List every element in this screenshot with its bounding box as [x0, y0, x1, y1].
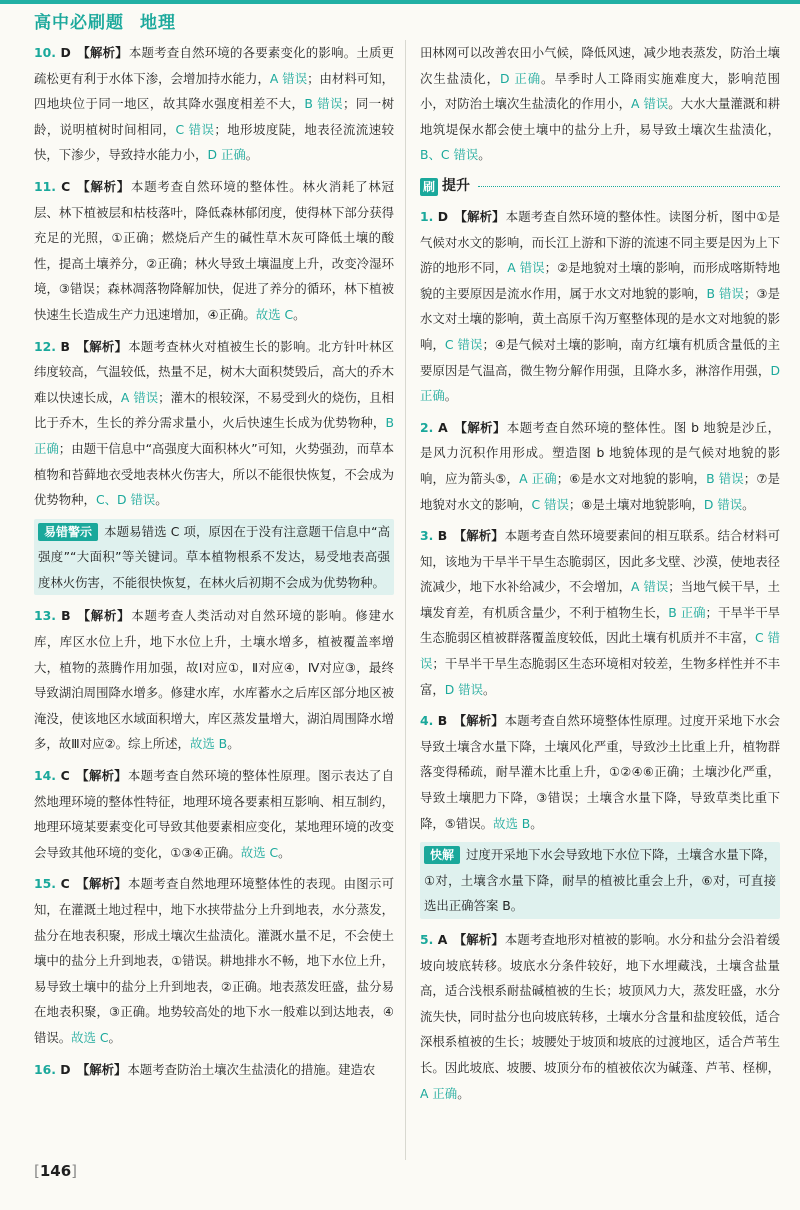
answer-letter: A	[437, 932, 452, 947]
explanation-text: ；当地气候干旱，土壤发育差，有机质含量少，不利于植物生长，	[420, 579, 780, 620]
answer-item	[420, 523, 780, 702]
verdict-text: B 正确	[668, 604, 706, 620]
verdict-text: A 错误	[507, 260, 545, 276]
explanation-text: 田林网可以改善农田小气候，降低风速，减少地表蒸发，防治土壤次生盐渍化，	[420, 45, 780, 86]
answer-letter: B	[437, 713, 452, 729]
verdict-text: B、C 错误	[420, 147, 479, 163]
verdict-text: C 错误	[175, 121, 215, 137]
explanation-text: 。	[483, 681, 496, 697]
analysis-tag: 【解析】	[77, 45, 128, 60]
verdict-text: C 错误	[420, 630, 780, 672]
explanation-text: ；干旱半干旱生态脆弱区生态环境相对较差，生物多样性并不丰富，	[420, 656, 781, 697]
verdict-text: C 错误	[531, 496, 569, 512]
page-number: [146]	[34, 1162, 78, 1180]
explanation-text: 本题考查自然环境的整体性原理。图示表达了自然地理环境的整体性特征，地理环境各要素相互影响、相互制约，地理环境某要素变化可导致其他要素相应变化，某地理环境的改变会导致其他环境的变化，①③④正确。	[34, 768, 395, 860]
answer-letter: D	[437, 208, 453, 224]
tip-text: 本题易错选 C 项，原因在于没有注意题干信息中“高强度”“大面积”等关键词。草本植物根系不发达，易受地表高强度林火伤害，不能很快恢复，在林火后初期不会成为优势物种。	[38, 523, 390, 590]
verdict-text: D 正确	[499, 70, 542, 86]
analysis-tag: 【解析】	[76, 1061, 127, 1077]
section-title: 提升	[442, 178, 471, 195]
explanation-text: 本题考查林火对植被生长的影响。北方针叶林区纬度较高，气温较低，热量不足，树木大面积焚毁后，高大的乔木难以快速长成，	[34, 338, 395, 405]
answer-letter: C	[60, 768, 75, 784]
verdict-text: A 正确	[420, 1085, 458, 1101]
analysis-tag: 【解析】	[454, 208, 505, 224]
answer-item	[34, 763, 394, 865]
explanation-text: 本题考查人类活动对自然环境的影响。修建水库，库区水位上升，地下水位上升，土壤水增多，植被覆盖率增大，植物的蒸腾作用加强，故Ⅰ对应①，Ⅱ对应④，Ⅳ对应③，最终导致湖泊周围降水增多。修建水库，水库蓄水之后库区部分地区被淹没，使该地区水域面积增大，库区蒸发量增大，湖泊周围降水增多，故Ⅲ对应②。综上所述，	[34, 608, 395, 752]
verdict-text: B 错误	[706, 285, 744, 301]
analysis-tag: 【解析】	[77, 178, 131, 194]
explanation-text: 本题考查自然环境整体性原理。过度开采地下水会导致土壤含水量下降，土壤风化严重，导致沙土比重上升，植物群落变得稀疏，耐旱灌木比重上升，①②④⑥正确；土壤沙化严重，导致土壤肥力下降，③错误；土壤含水量下降，导致草类比重下降，⑤错误。	[420, 713, 781, 831]
analysis-tag: 【解析】	[453, 528, 504, 544]
question-number: 15.	[34, 876, 61, 892]
verdict-text: A 正确	[519, 470, 557, 486]
explanation-text: 本题考查自然环境的整体性。图 b 地貌是沙丘，是风力沉积作用形成。塑造图 b 地貌体现的是气候对地貌的影响，应为箭头⑤，	[420, 419, 780, 486]
question-number: 2.	[420, 419, 439, 435]
answer-item	[34, 871, 394, 1050]
explanation-text: 。	[293, 306, 306, 322]
verdict-text: A 错误	[631, 579, 669, 595]
question-number: 5.	[420, 932, 438, 947]
answer-item	[34, 1057, 394, 1083]
verdict-text: B 错误	[706, 470, 744, 486]
verdict-text: A 错误	[631, 96, 669, 112]
tip-text: 过度开采地下水会导致地下水位下降，土壤含水量下降，①对，土壤含水量下降，耐旱的植被比重会上升，⑥对，可直接选出正确答案 B。	[424, 847, 776, 914]
explanation-text: ；⑦是地貌对水文的影响，	[420, 470, 781, 512]
verdict-text: C、D 错误	[95, 492, 156, 508]
question-number: 10.	[34, 45, 61, 60]
section-rule	[478, 186, 780, 187]
section-badge: 刷	[420, 178, 438, 196]
explanation-text: ；由材料可知，四地块位于同一地区，故其降水强度相差不大，	[34, 70, 394, 112]
question-number: 13.	[34, 608, 62, 624]
explanation-text: 。	[444, 388, 458, 404]
explanation-text: 。	[108, 1029, 121, 1045]
verdict-text: A 错误	[269, 70, 308, 86]
verdict-text: 故选 C	[255, 306, 294, 322]
answer-item	[34, 334, 394, 513]
answer-item	[420, 927, 780, 1106]
tip-label: 易错警示	[38, 523, 98, 541]
explanation-text: ；地形坡度陡，地表径流流速较快，下渗少，导致持水能力小，	[34, 121, 395, 163]
question-number: 16.	[34, 1061, 61, 1077]
question-number: 11.	[34, 178, 62, 194]
explanation-text: 。	[478, 147, 491, 163]
explanation-text: ；④是气候对土壤的影响，南方红壤有机质含量低的主要原因是气温高，微生物分解作用强，且降水多，淋溶作用强，	[420, 336, 780, 378]
section-heading	[420, 174, 780, 200]
analysis-tag: 【解析】	[454, 419, 506, 435]
answer-letter: D	[60, 1061, 75, 1077]
column-divider	[405, 40, 406, 1160]
subject-title: 地理	[140, 13, 176, 33]
explanation-text: 。	[227, 736, 240, 752]
header-title	[34, 8, 176, 33]
question-number: 14.	[34, 768, 61, 784]
question-number: 12.	[34, 338, 61, 354]
answer-letter: B	[61, 608, 76, 624]
analysis-tag: 【解析】	[76, 338, 128, 354]
explanation-text: 。大水大量灌溉和耕地筑堤保水都会使土壤中的盐分上升，易导致土壤次生盐渍化，	[420, 96, 780, 137]
verdict-text: B 正确	[34, 415, 394, 456]
explanation-text: 本题考查地形对植被的影响。水分和盐分会沿着缓坡向坡底转移。坡底水分条件较好，地下水埋藏浅，土壤含盐量高，适合浅根系耐盐碱植被的生长；坡顶风力大，蒸发旺盛，水分流失快，同时盐分也向坡底转移，土壤水分含量和盐度较低，适合深根系植被的生长；坡腰处于坡顶和坡底的过渡地区，适合芦苇生长。因此坡底、坡腰、坡顶分布的植被依次为碱蓬、芦苇、柽柳，	[420, 932, 781, 1075]
tip-label: 快解	[424, 846, 460, 864]
analysis-tag: 【解析】	[77, 608, 131, 624]
answer-letter: A	[438, 419, 453, 435]
analysis-tag: 【解析】	[76, 876, 127, 892]
analysis-tag: 【解析】	[76, 768, 127, 784]
explanation-text: 本题考查自然环境的整体性。林火消耗了林冠层、林下植被层和枯枝落叶，降低森林郁闭度，使得林下部分获得充足的光照，①正确；燃烧后产生的碱性草木灰可降低土壤的酸性，提高土壤养分，②正确；林火导致土壤温度上升，改变冷湿环境，③错误；森林凋落物降解加快，促进了养分的循环，林下植被快速生长造成生产力迅速增加，④正确。	[34, 178, 395, 322]
question-number: 3.	[420, 528, 438, 544]
explanation-text: ；灌木的根较深，不易受到火的烧伤，且相比于乔木，生长的养分需求量小，火后快速生长成为优势物种，	[34, 389, 395, 431]
answer-letter: C	[60, 876, 75, 892]
explanation-text: ；由题干信息中“高强度大面积林火”可知，火势强劲，而草本植物和苔藓地衣受地表林火伤害大，所以不能很快恢复，不会成为优势物种，	[34, 440, 394, 508]
explanation-text: ；⑧是土壤对地貌影响，	[568, 496, 704, 512]
answer-item	[420, 40, 780, 168]
verdict-text: C 错误	[444, 336, 483, 352]
explanation-text: ；③是水文对土壤的影响，黄土高原千沟万壑整体现的是水文对地貌的影响，	[420, 285, 781, 352]
book-title: 高中必刷题	[34, 13, 124, 33]
page-number-value: 146	[39, 1162, 72, 1180]
answer-letter: D	[60, 45, 76, 60]
tip-box	[34, 519, 394, 596]
analysis-tag: 【解析】	[453, 932, 504, 947]
question-number: 4.	[420, 713, 438, 729]
answer-item	[34, 174, 394, 328]
verdict-text: 故选 B	[493, 815, 531, 831]
left-column	[34, 40, 394, 1088]
answer-letter: B	[437, 528, 452, 544]
explanation-text: 本题考查自然环境的整体性。读图分析，图中①是气候对水文的影响，而长江上游和下游的流速不同主要是因为上下游的地形不同，	[420, 208, 781, 276]
explanation-text: 本题考查防治土壤次生盐渍化的措施。建造农	[127, 1061, 376, 1077]
explanation-text: 。	[155, 492, 168, 508]
explanation-text: 。	[742, 496, 755, 512]
verdict-text: D 正确	[207, 147, 246, 163]
verdict-text: 故选 B	[189, 736, 228, 752]
explanation-text: 。旱季时人工降雨实施难度大，影响范围小，对防治土壤次生盐渍化的作用小，	[420, 70, 781, 112]
verdict-text: D 错误	[444, 681, 484, 697]
answer-item	[34, 40, 394, 168]
verdict-text: A 错误	[120, 389, 159, 405]
verdict-text: 故选 C	[240, 844, 279, 860]
explanation-text: 本题考查自然环境要素间的相互联系。结合材料可知，该地为干旱半干旱生态脆弱区，因此多戈壁、沙漠，使地表径流减少，地下水补给减少，不会增加，	[420, 528, 781, 595]
explanation-text: ；⑥是水文对地貌的影响，	[556, 470, 707, 486]
explanation-text: 本题考查自然地理环境整体性的表现。由图示可知，在灌溉土地过程中，地下水挟带盐分上升到地表，水分蒸发，盐分在地表积聚，形成土壤次生盐渍化。灌溉水量不足，不会使土壤中的盐分上升到地表，①错误。耕地排水不畅，地下水位上升，易导致土壤中的盐分上升到地表，②正确。地表蒸发旺盛，盐分易在地表积聚，③正确。地势较高处的地下水一般难以到达地表，④错误。	[34, 876, 395, 1045]
explanation-text: 。	[530, 815, 543, 831]
answer-item	[420, 204, 780, 409]
verdict-text: B 错误	[304, 96, 343, 112]
question-number: 1.	[420, 208, 438, 224]
explanation-text: 。	[457, 1085, 470, 1101]
explanation-text: ；②是地貌对土壤的影响，而形成喀斯特地貌的主要原因是流水作用，属于水文对地貌的影响，	[420, 260, 780, 301]
explanation-text: 。	[278, 844, 291, 860]
answer-letter: B	[60, 338, 75, 354]
verdict-text: D 正确	[420, 362, 780, 404]
answer-item	[420, 415, 780, 517]
tip-box	[420, 842, 780, 919]
answer-item	[420, 708, 780, 836]
explanation-text: 。	[245, 147, 259, 163]
explanation-text: ；同一树龄，说明植树时间相同，	[34, 96, 395, 137]
verdict-text: D 错误	[703, 496, 743, 512]
right-column	[420, 40, 780, 1112]
verdict-text: 故选 C	[71, 1029, 109, 1045]
analysis-tag: 【解析】	[453, 713, 504, 729]
explanation-text: 本题考查自然环境的各要素变化的影响。土质更疏松更有利于水体下渗，会增加持水能力，	[34, 45, 395, 86]
explanation-text: ；干旱半干旱生态脆弱区植被群落覆盖度较低，因此土壤有机质并不丰富，	[420, 604, 780, 646]
answer-item	[34, 603, 394, 757]
answer-letter: C	[61, 178, 76, 194]
